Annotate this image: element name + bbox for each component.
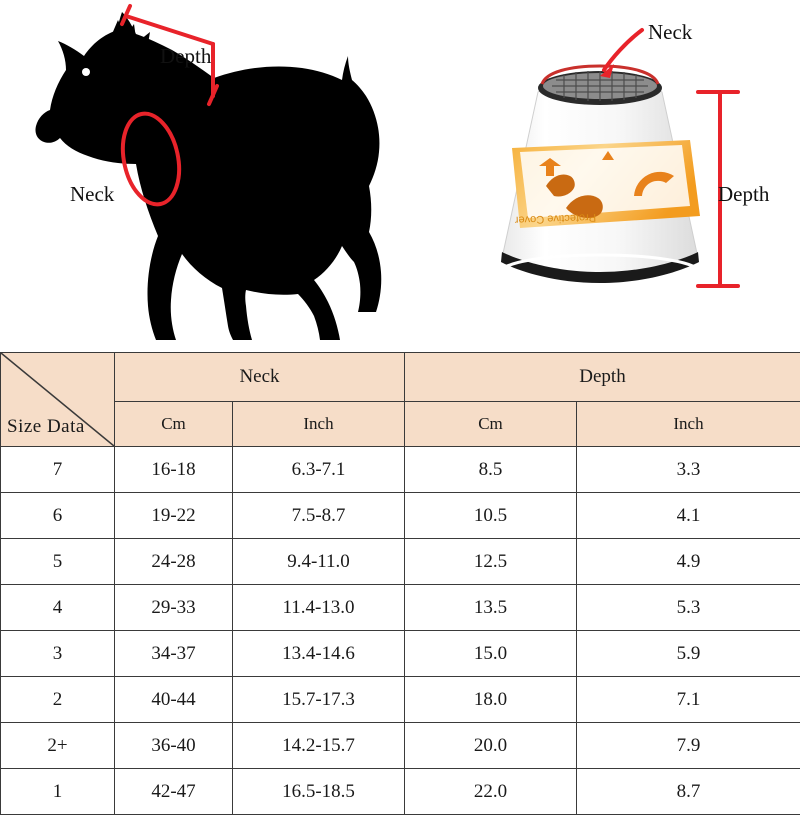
cone-neck-label: Neck xyxy=(648,20,692,45)
cell-size: 3 xyxy=(1,631,115,677)
cell-neck-inch: 9.4-11.0 xyxy=(233,539,405,585)
cell-neck-cm: 24-28 xyxy=(115,539,233,585)
cell-depth-cm: 10.5 xyxy=(405,493,577,539)
dog-neck-label: Neck xyxy=(70,182,114,207)
cone-product-icon xyxy=(420,0,800,352)
cell-depth-inch: 5.9 xyxy=(577,631,800,677)
corner-label: Size Data xyxy=(7,416,85,438)
header-neck-inch: Inch xyxy=(233,402,405,447)
cell-neck-cm: 42-47 xyxy=(115,769,233,815)
header-depth-cm: Cm xyxy=(405,402,577,447)
dog-depth-label: Depth xyxy=(160,44,211,69)
sticker-text: Protective Cover xyxy=(514,211,596,226)
cell-size: 5 xyxy=(1,539,115,585)
cell-size: 7 xyxy=(1,447,115,493)
illustration-area xyxy=(0,0,800,352)
cell-depth-inch: 7.9 xyxy=(577,723,800,769)
cell-depth-cm: 13.5 xyxy=(405,585,577,631)
table-row xyxy=(1,493,800,539)
cell-depth-inch: 3.3 xyxy=(577,447,800,493)
header-depth-group: Depth xyxy=(405,353,800,402)
cell-depth-inch: 5.3 xyxy=(577,585,800,631)
table-subheader-row xyxy=(1,402,800,447)
cell-neck-cm: 36-40 xyxy=(115,723,233,769)
cell-size: 2 xyxy=(1,677,115,723)
cell-neck-cm: 19-22 xyxy=(115,493,233,539)
cell-size: 1 xyxy=(1,769,115,815)
cell-neck-inch: 16.5-18.5 xyxy=(233,769,405,815)
cell-neck-cm: 40-44 xyxy=(115,677,233,723)
cell-neck-inch: 15.7-17.3 xyxy=(233,677,405,723)
cell-depth-inch: 4.1 xyxy=(577,493,800,539)
header-neck-group: Neck xyxy=(115,353,405,402)
cell-depth-inch: 4.9 xyxy=(577,539,800,585)
cell-depth-cm: 8.5 xyxy=(405,447,577,493)
table-row xyxy=(1,585,800,631)
dog-diagram xyxy=(0,0,430,352)
cell-neck-inch: 7.5-8.7 xyxy=(233,493,405,539)
table-row xyxy=(1,631,800,677)
table-row xyxy=(1,539,800,585)
table-row xyxy=(1,447,800,493)
table-row xyxy=(1,723,800,769)
cell-depth-inch: 8.7 xyxy=(577,769,800,815)
cell-neck-inch: 6.3-7.1 xyxy=(233,447,405,493)
cell-depth-cm: 22.0 xyxy=(405,769,577,815)
cell-size: 2+ xyxy=(1,723,115,769)
cell-neck-inch: 14.2-15.7 xyxy=(233,723,405,769)
cell-neck-inch: 13.4-14.6 xyxy=(233,631,405,677)
cell-neck-cm: 29-33 xyxy=(115,585,233,631)
cell-size: 6 xyxy=(1,493,115,539)
table-header-row-group xyxy=(1,353,800,402)
header-depth-inch: Inch xyxy=(577,402,800,447)
cone-diagram xyxy=(420,0,800,352)
dog-silhouette-icon xyxy=(0,0,430,352)
size-data-table xyxy=(0,352,800,815)
cell-depth-cm: 18.0 xyxy=(405,677,577,723)
cell-depth-inch: 7.1 xyxy=(577,677,800,723)
header-neck-cm: Cm xyxy=(115,402,233,447)
table-row xyxy=(1,769,800,815)
cell-neck-cm: 16-18 xyxy=(115,447,233,493)
cell-size: 4 xyxy=(1,585,115,631)
size-data-corner-cell xyxy=(1,353,115,447)
cell-depth-cm: 20.0 xyxy=(405,723,577,769)
cell-neck-cm: 34-37 xyxy=(115,631,233,677)
cell-neck-inch: 11.4-13.0 xyxy=(233,585,405,631)
table-row xyxy=(1,677,800,723)
cell-depth-cm: 12.5 xyxy=(405,539,577,585)
cone-depth-label: Depth xyxy=(718,182,769,207)
cell-depth-cm: 15.0 xyxy=(405,631,577,677)
